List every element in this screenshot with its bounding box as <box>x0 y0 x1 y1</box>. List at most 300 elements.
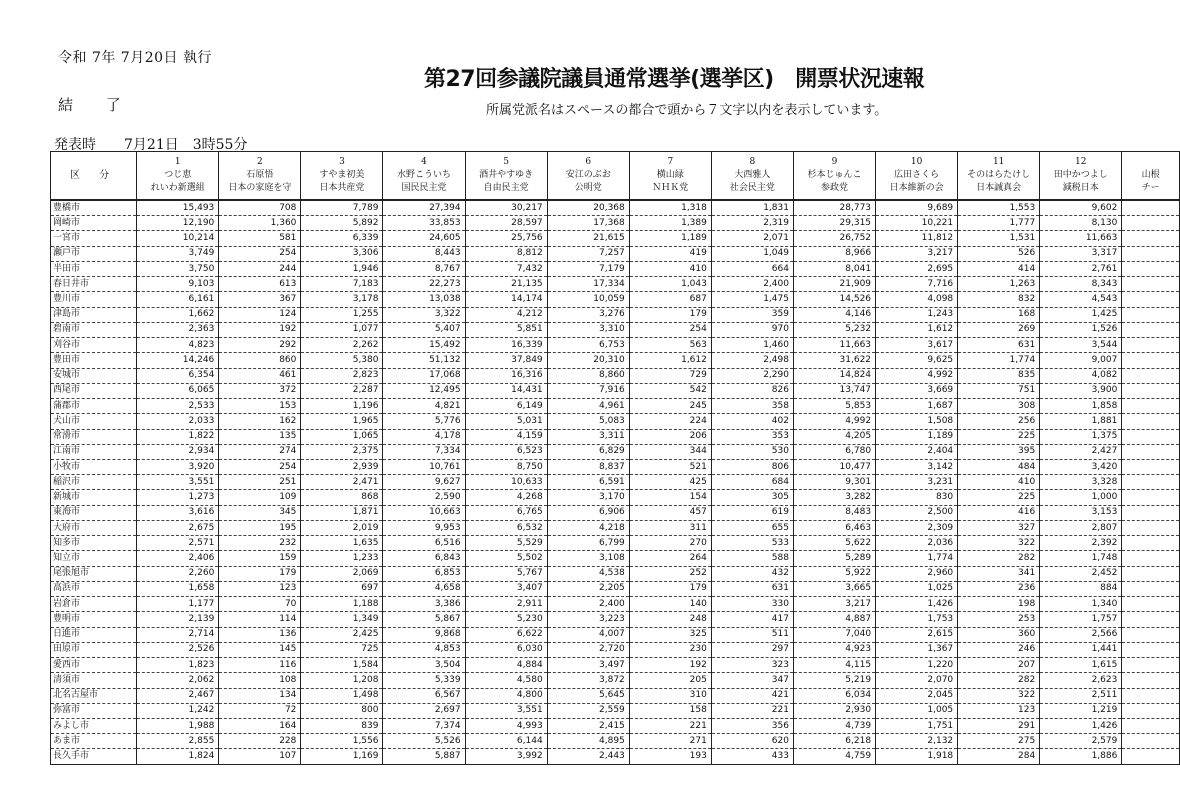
area-name: 西尾市 <box>51 383 137 398</box>
vote-count: 9,627 <box>383 475 465 490</box>
table-row <box>51 475 1180 490</box>
vote-count: 3,178 <box>301 292 383 307</box>
vote-count: 322 <box>958 536 1040 551</box>
area-name: 岡崎市 <box>51 216 137 231</box>
vote-count: 6,765 <box>465 505 547 520</box>
vote-count: 533 <box>711 536 793 551</box>
vote-count: 323 <box>711 658 793 673</box>
vote-count: 1,553 <box>958 200 1040 216</box>
vote-count: 8,483 <box>793 505 875 520</box>
area-name: 豊田市 <box>51 353 137 368</box>
vote-count: 800 <box>301 703 383 718</box>
vote-count: 14,526 <box>793 292 875 307</box>
vote-count: 1,748 <box>1040 551 1122 566</box>
candidate-no: 8 <box>749 157 756 167</box>
vote-count: 655 <box>711 520 793 535</box>
vote-count: 20,310 <box>547 353 629 368</box>
vote-count: 308 <box>958 399 1040 414</box>
vote-count: 6,622 <box>465 627 547 642</box>
results-table-container[interactable] <box>50 151 1160 801</box>
table-header <box>51 152 1180 201</box>
area-name: 春日井市 <box>51 277 137 292</box>
vote-count: 4,218 <box>547 520 629 535</box>
vote-count: 1,169 <box>301 749 383 764</box>
table-row <box>51 429 1180 444</box>
vote-count: 3,317 <box>1040 246 1122 261</box>
table-row <box>51 246 1180 261</box>
vote-count: 1,918 <box>876 749 958 764</box>
table-row <box>51 505 1180 520</box>
vote-count: 168 <box>958 307 1040 322</box>
area-name: 北名古屋市 <box>51 688 137 703</box>
vote-count: 17,068 <box>383 368 465 383</box>
candidate-no: 7 <box>667 157 674 167</box>
vote-count: 13,038 <box>383 292 465 307</box>
vote-count: 269 <box>958 322 1040 337</box>
vote-count: 360 <box>958 627 1040 642</box>
candidate-header <box>876 152 958 201</box>
vote-count <box>1122 612 1180 627</box>
vote-count: 2,675 <box>137 520 219 535</box>
vote-count: 1,751 <box>876 718 958 733</box>
vote-count: 8,343 <box>1040 277 1122 292</box>
vote-count: 13,747 <box>793 383 875 398</box>
vote-count: 2,823 <box>301 368 383 383</box>
vote-count: 8,966 <box>793 246 875 261</box>
vote-count: 1,531 <box>958 231 1040 246</box>
vote-count <box>1122 688 1180 703</box>
vote-count: 1,946 <box>301 261 383 276</box>
vote-count: 1,340 <box>1040 597 1122 612</box>
candidate-name: 大西雅人 <box>734 170 771 180</box>
vote-count: 4,821 <box>383 399 465 414</box>
vote-count: 4,098 <box>876 292 958 307</box>
vote-count: 6,906 <box>547 505 629 520</box>
area-name: 新城市 <box>51 490 137 505</box>
candidate-no: 5 <box>503 157 509 167</box>
candidate-header <box>465 152 547 201</box>
vote-count <box>1122 459 1180 474</box>
vote-count: 193 <box>629 749 711 764</box>
vote-count: 2,062 <box>137 673 219 688</box>
candidate-no: 10 <box>910 157 923 167</box>
vote-count: 1,426 <box>876 597 958 612</box>
table-row <box>51 277 1180 292</box>
candidate-party: チー <box>1141 183 1160 193</box>
vote-count: 1,822 <box>137 429 219 444</box>
vote-count: 4,212 <box>465 307 547 322</box>
vote-count: 123 <box>958 703 1040 718</box>
vote-count: 8,812 <box>465 246 547 261</box>
vote-count <box>1122 429 1180 444</box>
vote-count <box>1122 216 1180 231</box>
vote-count: 10,761 <box>383 459 465 474</box>
vote-count: 4,992 <box>793 414 875 429</box>
results-table <box>50 151 1180 765</box>
vote-count: 367 <box>219 292 301 307</box>
vote-count: 5,767 <box>465 566 547 581</box>
vote-count: 327 <box>958 520 1040 535</box>
vote-count: 2,500 <box>876 505 958 520</box>
vote-count: 264 <box>629 551 711 566</box>
vote-count: 5,887 <box>383 749 465 764</box>
vote-count <box>1122 292 1180 307</box>
vote-count: 3,872 <box>547 673 629 688</box>
vote-count: 20,368 <box>547 200 629 216</box>
vote-count: 4,961 <box>547 399 629 414</box>
vote-count: 353 <box>711 429 793 444</box>
vote-count: 8,443 <box>383 246 465 261</box>
vote-count: 2,071 <box>711 231 793 246</box>
vote-count: 684 <box>711 475 793 490</box>
vote-count: 563 <box>629 338 711 353</box>
vote-count: 358 <box>711 399 793 414</box>
area-name: 半田市 <box>51 261 137 276</box>
vote-count: 2,623 <box>1040 673 1122 688</box>
vote-count: 275 <box>958 734 1040 749</box>
vote-count: 1,233 <box>301 551 383 566</box>
vote-count: 207 <box>958 658 1040 673</box>
vote-count: 1,615 <box>1040 658 1122 673</box>
vote-count: 292 <box>219 338 301 353</box>
candidate-header <box>301 152 383 201</box>
vote-count: 3,328 <box>1040 475 1122 490</box>
vote-count: 246 <box>958 642 1040 657</box>
vote-count: 5,645 <box>547 688 629 703</box>
vote-count: 3,749 <box>137 246 219 261</box>
table-row <box>51 627 1180 642</box>
vote-count: 164 <box>219 718 301 733</box>
vote-count: 729 <box>629 368 711 383</box>
vote-count: 2,033 <box>137 414 219 429</box>
vote-count: 4,887 <box>793 612 875 627</box>
table-row <box>51 536 1180 551</box>
candidate-name: 杉本じゅんこ <box>807 170 862 180</box>
vote-count: 6,354 <box>137 368 219 383</box>
vote-count: 2,930 <box>793 703 875 718</box>
vote-count: 11,663 <box>1040 231 1122 246</box>
vote-count: 2,260 <box>137 566 219 581</box>
vote-count: 22,273 <box>383 277 465 292</box>
vote-count: 806 <box>711 459 793 474</box>
vote-count: 884 <box>1040 581 1122 596</box>
vote-count: 5,526 <box>383 734 465 749</box>
vote-count <box>1122 627 1180 642</box>
vote-count: 3,217 <box>793 597 875 612</box>
table-row <box>51 200 1180 216</box>
vote-count: 17,334 <box>547 277 629 292</box>
vote-count <box>1122 246 1180 261</box>
vote-count: 2,309 <box>876 520 958 535</box>
vote-count: 2,290 <box>711 368 793 383</box>
vote-count <box>1122 566 1180 581</box>
vote-count: 1,243 <box>876 307 958 322</box>
vote-count: 325 <box>629 627 711 642</box>
vote-count: 414 <box>958 261 1040 276</box>
table-row <box>51 749 1180 764</box>
vote-count: 7,432 <box>465 261 547 276</box>
vote-count: 3,407 <box>465 581 547 596</box>
vote-count: 356 <box>711 718 793 733</box>
vote-count: 17,368 <box>547 216 629 231</box>
vote-count: 2,287 <box>301 383 383 398</box>
vote-count: 109 <box>219 490 301 505</box>
candidate-no: 2 <box>256 157 263 167</box>
vote-count: 2,911 <box>465 597 547 612</box>
candidate-header <box>958 152 1040 201</box>
area-name: 日進市 <box>51 627 137 642</box>
vote-count: 6,516 <box>383 536 465 551</box>
table-row <box>51 703 1180 718</box>
vote-count: 8,767 <box>383 261 465 276</box>
vote-count <box>1122 551 1180 566</box>
candidate-header <box>219 152 301 201</box>
execution-date: 令和 7年 7月20日 執行 <box>58 50 212 66</box>
vote-count: 271 <box>629 734 711 749</box>
vote-count: 751 <box>958 383 1040 398</box>
table-row <box>51 353 1180 368</box>
vote-count: 159 <box>219 551 301 566</box>
vote-count: 28,773 <box>793 200 875 216</box>
vote-count: 291 <box>958 718 1040 733</box>
table-row <box>51 322 1180 337</box>
vote-count: 2,615 <box>876 627 958 642</box>
vote-count <box>1122 536 1180 551</box>
vote-count: 2,070 <box>876 673 958 688</box>
vote-count: 192 <box>629 658 711 673</box>
vote-count: 6,463 <box>793 520 875 535</box>
vote-count: 9,689 <box>876 200 958 216</box>
area-name: 犬山市 <box>51 414 137 429</box>
vote-count: 2,939 <box>301 459 383 474</box>
vote-count: 5,339 <box>383 673 465 688</box>
vote-count: 6,218 <box>793 734 875 749</box>
vote-count: 8,041 <box>793 261 875 276</box>
candidate-name: 石原悟 <box>246 170 274 180</box>
vote-count: 6,532 <box>465 520 547 535</box>
vote-count: 2,761 <box>1040 261 1122 276</box>
vote-count: 620 <box>711 734 793 749</box>
area-name: 尾張旭市 <box>51 566 137 581</box>
vote-count: 3,669 <box>876 383 958 398</box>
table-row <box>51 490 1180 505</box>
area-name: 知立市 <box>51 551 137 566</box>
vote-count: 664 <box>711 261 793 276</box>
table-row <box>51 520 1180 535</box>
vote-count: 1,242 <box>137 703 219 718</box>
vote-count: 232 <box>219 536 301 551</box>
count-status: 結 了 <box>58 96 135 114</box>
vote-count: 2,960 <box>876 566 958 581</box>
vote-count: 5,407 <box>383 322 465 337</box>
vote-count: 1,508 <box>876 414 958 429</box>
table-row <box>51 551 1180 566</box>
vote-count <box>1122 658 1180 673</box>
vote-count: 4,268 <box>465 490 547 505</box>
vote-count: 179 <box>219 566 301 581</box>
area-name: 清須市 <box>51 673 137 688</box>
vote-count: 1,189 <box>876 429 958 444</box>
table-row <box>51 307 1180 322</box>
vote-count <box>1122 520 1180 535</box>
vote-count: 410 <box>629 261 711 276</box>
vote-count: 24,605 <box>383 231 465 246</box>
vote-count: 5,867 <box>383 612 465 627</box>
vote-count: 1,255 <box>301 307 383 322</box>
vote-count: 2,406 <box>137 551 219 566</box>
table-row <box>51 414 1180 429</box>
vote-count: 7,916 <box>547 383 629 398</box>
table-row <box>51 292 1180 307</box>
vote-count: 1,077 <box>301 322 383 337</box>
vote-count: 5,380 <box>301 353 383 368</box>
vote-count: 9,103 <box>137 277 219 292</box>
vote-count: 6,523 <box>465 444 547 459</box>
area-name: 大府市 <box>51 520 137 535</box>
vote-count: 868 <box>301 490 383 505</box>
vote-count <box>1122 490 1180 505</box>
vote-count <box>1122 338 1180 353</box>
vote-count: 1,886 <box>1040 749 1122 764</box>
vote-count: 1,177 <box>137 597 219 612</box>
vote-count: 1,757 <box>1040 612 1122 627</box>
vote-count: 419 <box>629 246 711 261</box>
candidate-header <box>793 152 875 201</box>
area-name: 長久手市 <box>51 749 137 764</box>
vote-count: 2,559 <box>547 703 629 718</box>
vote-count: 114 <box>219 612 301 627</box>
vote-count: 6,030 <box>465 642 547 657</box>
vote-count: 3,504 <box>383 658 465 673</box>
vote-count: 195 <box>219 520 301 535</box>
area-name: 小牧市 <box>51 459 137 474</box>
vote-count: 1,043 <box>629 277 711 292</box>
vote-count: 708 <box>219 200 301 216</box>
candidate-name: つじ恵 <box>164 170 192 180</box>
vote-count: 3,992 <box>465 749 547 764</box>
vote-count: 1,687 <box>876 399 958 414</box>
vote-count: 2,036 <box>876 536 958 551</box>
vote-count: 542 <box>629 383 711 398</box>
vote-count: 5,529 <box>465 536 547 551</box>
table-row <box>51 261 1180 276</box>
vote-count: 1,367 <box>876 642 958 657</box>
vote-count: 2,934 <box>137 444 219 459</box>
vote-count: 3,276 <box>547 307 629 322</box>
vote-count: 135 <box>219 429 301 444</box>
candidate-party: 日本共産党 <box>319 183 365 193</box>
vote-count: 341 <box>958 566 1040 581</box>
vote-count: 205 <box>629 673 711 688</box>
candidate-party: ＮＨＫ党 <box>652 183 689 193</box>
vote-count: 2,319 <box>711 216 793 231</box>
vote-count: 2,262 <box>301 338 383 353</box>
vote-count: 6,567 <box>383 688 465 703</box>
vote-count <box>1122 200 1180 216</box>
vote-count: 11,812 <box>876 231 958 246</box>
candidate-party: 公明党 <box>574 183 602 193</box>
table-row <box>51 399 1180 414</box>
candidate-header <box>711 152 793 201</box>
vote-count: 14,431 <box>465 383 547 398</box>
vote-count: 4,159 <box>465 429 547 444</box>
vote-count: 3,497 <box>547 658 629 673</box>
vote-count: 9,301 <box>793 475 875 490</box>
vote-count: 25,756 <box>465 231 547 246</box>
vote-count: 153 <box>219 399 301 414</box>
vote-count: 5,892 <box>301 216 383 231</box>
vote-count: 1,988 <box>137 718 219 733</box>
vote-count: 1,658 <box>137 581 219 596</box>
vote-count: 12,495 <box>383 383 465 398</box>
vote-count: 511 <box>711 627 793 642</box>
area-name: 豊橋市 <box>51 200 137 216</box>
vote-count: 2,400 <box>547 597 629 612</box>
vote-count: 5,851 <box>465 322 547 337</box>
vote-count: 8,750 <box>465 459 547 474</box>
vote-count: 4,993 <box>465 718 547 733</box>
vote-count <box>1122 734 1180 749</box>
candidate-party: れいわ新選組 <box>150 183 205 193</box>
vote-count: 2,427 <box>1040 444 1122 459</box>
vote-count: 6,843 <box>383 551 465 566</box>
candidate-no: 3 <box>339 157 345 167</box>
vote-count: 5,502 <box>465 551 547 566</box>
vote-count: 6,149 <box>465 399 547 414</box>
vote-count: 3,551 <box>137 475 219 490</box>
vote-count: 3,310 <box>547 322 629 337</box>
vote-count: 8,860 <box>547 368 629 383</box>
vote-count: 145 <box>219 642 301 657</box>
vote-count: 4,658 <box>383 581 465 596</box>
vote-count <box>1122 673 1180 688</box>
vote-count: 1,360 <box>219 216 301 231</box>
vote-count: 457 <box>629 505 711 520</box>
vote-count: 3,665 <box>793 581 875 596</box>
vote-count: 1,318 <box>629 200 711 216</box>
table-row <box>51 383 1180 398</box>
vote-count: 244 <box>219 261 301 276</box>
vote-count: 2,392 <box>1040 536 1122 551</box>
candidate-name: 水野こういち <box>397 170 452 180</box>
candidate-no: 1 <box>174 157 181 167</box>
vote-count <box>1122 261 1180 276</box>
page-title: 第27回参議院議員通常選挙(選挙区) 開票状況速報 <box>424 67 925 92</box>
vote-count: 425 <box>629 475 711 490</box>
table-row <box>51 642 1180 657</box>
candidate-name: 広田さくら <box>894 170 940 180</box>
area-name: 一宮市 <box>51 231 137 246</box>
vote-count: 311 <box>629 520 711 535</box>
vote-count: 1,526 <box>1040 322 1122 337</box>
vote-count: 192 <box>219 322 301 337</box>
candidate-name: 横山緑 <box>656 170 684 180</box>
vote-count <box>1122 597 1180 612</box>
area-name: あま市 <box>51 734 137 749</box>
vote-count: 297 <box>711 642 793 657</box>
vote-count: 282 <box>958 673 1040 688</box>
vote-count: 4,115 <box>793 658 875 673</box>
vote-count: 10,633 <box>465 475 547 490</box>
vote-count: 1,831 <box>711 200 793 216</box>
vote-count: 3,311 <box>547 429 629 444</box>
vote-count: 3,900 <box>1040 383 1122 398</box>
vote-count: 10,214 <box>137 231 219 246</box>
vote-count: 1,774 <box>876 551 958 566</box>
vote-count: 9,007 <box>1040 353 1122 368</box>
vote-count: 1,753 <box>876 612 958 627</box>
vote-count: 1,188 <box>301 597 383 612</box>
